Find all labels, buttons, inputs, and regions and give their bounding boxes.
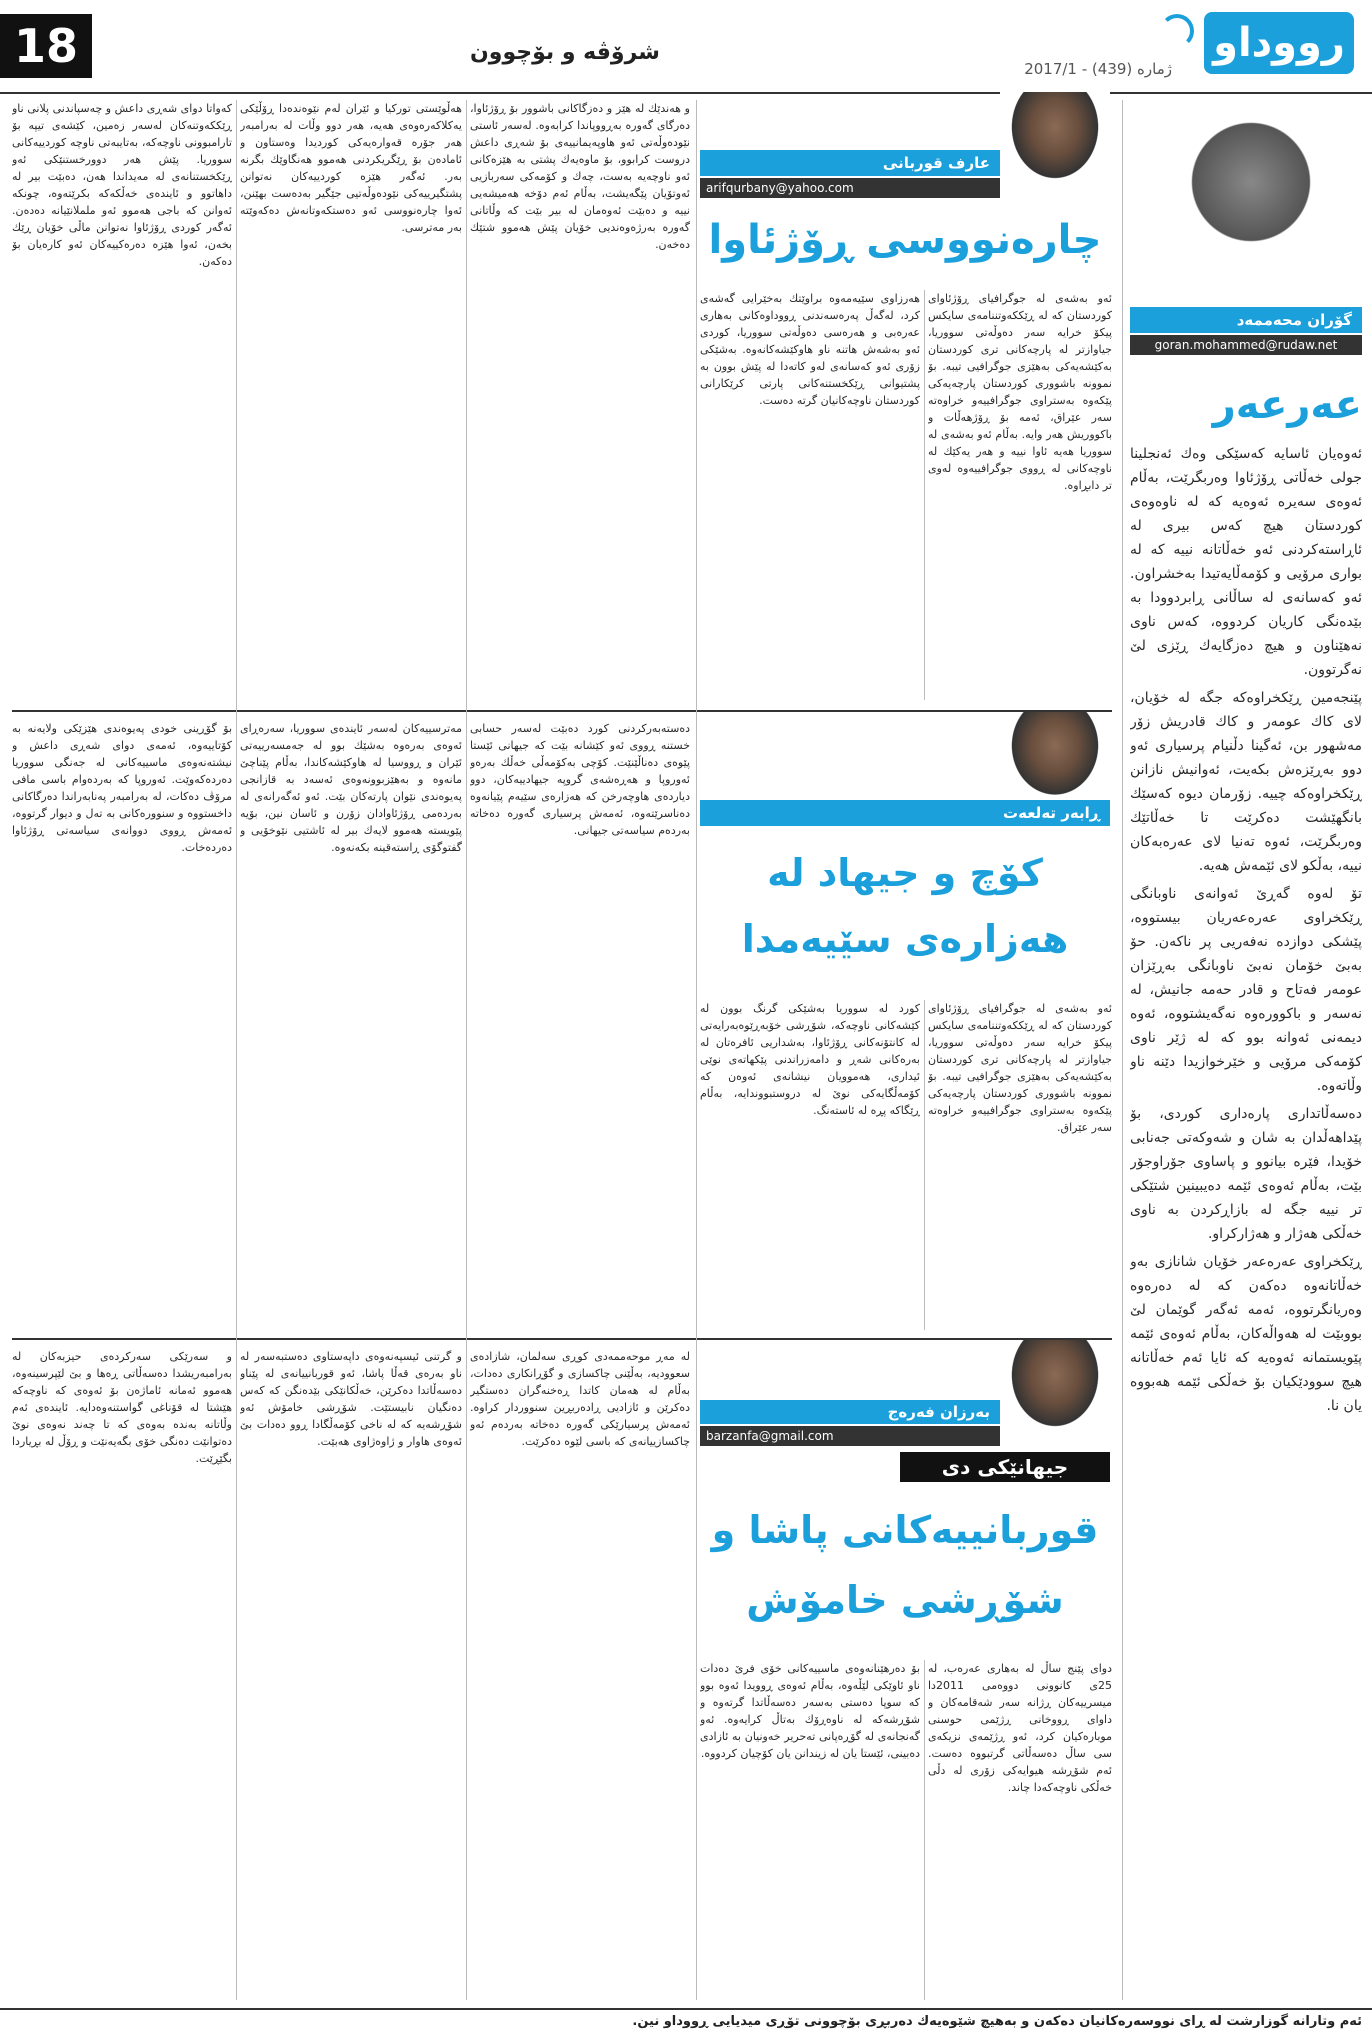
sidebar-column (1130, 92, 1372, 2007)
article1-author-email[interactable]: arifqurbany@yahoo.com (700, 178, 1000, 198)
article3-author-email[interactable]: barzanfa@gmail.com (700, 1426, 1000, 1446)
article3-column: و گرتنی ئیسپەنەوەی داپەستاوی دەستبەسەر لە ناو بەرەی قەڵا پاشا، ئەو قوربانییانەی لە پێناو دەسەڵاتدا دەكرێن، خەڵكانێكی بێدەنگن كە كەس دەنگیان نابیستێت. شۆڕشی خامۆش ئەو شۆڕشەیە كە لە ناخی كۆمەڵگادا ڕوو دەدات بێ ئەوەی هاوار و ژاوەژاوی هەبێت. (240, 1350, 462, 1448)
sidebar-article-title: عەرعەر (1212, 382, 1362, 428)
sidebar-paragraph: ئەوەیان ئاسایە كەسێكی وەك ئەنجلینا جولی خەڵاتی ڕۆژئاوا وەربگرێت، بەڵام ئەوەی سەیرە ئەوەیە كە لە ناوەوەی كوردستان هیچ كەس بیری لە ئاڕاستەكردنی ئەو خەڵاتانە نییە كە لە بواری مرۆیی و كۆمەڵایەتیدا بەخشراون. ئەو كەسانەی لە ساڵانی ڕابردوودا بە بێدەنگی كاریان كردووە، كەس ناوی نەهێناون و هیچ دەزگایەك ڕێزی لێ نەگرتوون. (1130, 446, 1362, 678)
column-divider (696, 100, 697, 2000)
article3-column: دوای پێنج ساڵ لە بەهاری عەرەب، لە 25ی كانوونی دووەمی 2011دا میسرییەكان ڕژانە سەر شەقامەكان و داوای ڕووخانی ڕژێمی حوسنی موبارەكیان كرد، ئەو ڕژێمەی نزیكەی سی ساڵ دەسەڵاتی گرتبووە دەست. ئەم شۆڕشە هیوایەكی زۆری لە دڵی خەڵكی ناوچەكەدا چاند. (928, 1662, 1112, 1794)
article2-column: دەستەبەركردنی كورد دەبێت لەسەر حسابی خستنە ڕووی ئەو كێشانە بێت كە جیهانی ئێستا پێوەی دەناڵێنێت. كۆچی بەكۆمەڵی خەڵك بەرەو ئەوروپا و هەڕەشەی گروپە جیهادییەكان، دوو دیاردەی هاوچەرخن كە هەزارەی سێیەم پێیانەوە دەناسرێتەوە، ئەمەش پرسیاری گەورە دەخاتە بەردەم سیاسەتی جیهانی. (470, 722, 690, 837)
article3-author-name: بەرزان فەرەج (700, 1400, 1000, 1424)
article3-column: لە مەڕ موحەممەدی كوڕی سەلمان، شازادەی سعوودیە، بەڵێنی چاكسازی و گۆڕانكاری دەدات، بەڵام لە هەمان كاتدا ڕەخنەگران دەستگیر دەكرێن و ئازادیی ڕادەربڕین سنووردار كراوە. ئەمەش پرسیارێكی گەورە دەخاتە بەردەم ئەو چاكسازییانەی كە باسی لێوە دەكرێت. (470, 1350, 690, 1448)
column-divider (236, 100, 237, 2000)
article3-title: قوربانییەكانی پاشا و شۆڕشی خامۆش (711, 1508, 1099, 1622)
issue-info: ژمارە (439) - 2017/1 (1024, 60, 1172, 78)
article2-column: مەترسییەكان لەسەر ئایندەی سووریا، سەرەڕای ئەوەی بەرەوە بەشێك بوو لە جەمسەرییەتی ئێران و ڕووسیا لە هاوكێشەكاندا، بەڵام پێناچێ مانەوە و بەهێزبوونەوەی ئەسەد بە قازانجی پەیوەندی نێوان پارتەكان بێت. ئەو ئەگەرانەی لە بەردەمی ڕۆژئاوادان زۆرن و ئاسان نین، بۆیە پێویستە هەموو لایەك بیر لە ئاشتیی نێوخۆیی و گفتوگۆی ڕاستەقینە بكەنەوە. (240, 722, 462, 854)
article3-kicker: جیهانێكی دی (900, 1452, 1110, 1482)
article1-title: چارەنووسی ڕۆژئاوا (708, 217, 1102, 263)
author-photo (1000, 1340, 1110, 1440)
column-divider (924, 1000, 925, 1330)
article1-column: ئەو بەشەی لە جوگرافیای ڕۆژئاوای كوردستان كە لە ڕێككەوتننامەی سایكس پیكۆ خرایە سەر دەوڵەتی سووریا، جیاوازتر لە پارچەكانی تری كوردستان بەكێشەیەكی بەهێزی جوگرافیی تیبە. بۆ نموونە باشووری كوردستان پارچەیەكی پێكەوە بەستراوی جوگرافییەو خراوەتە سەر عێراق، ئەمە بۆ ڕۆژهەڵات و باكووریش هەر وایە. بەڵام ئەو بەشەی لە سووریا هەیە ئاوا نییە و هەر یەكێك لە ناوچەكانی لە ڕووی جوگرافییەوە لەوی تر دابڕاوە. (928, 292, 1112, 492)
sidebar-author-email[interactable]: goran.mohammed@rudaw.net (1130, 335, 1362, 355)
article2-author-name: ڕابەر تەلعەت (700, 800, 1110, 826)
section-separator (12, 1338, 1112, 1340)
sidebar-paragraph: پێنجەمین ڕێكخراوەكە جگە لە خۆیان، لای كاك عومەر و كاك قادریش زۆر مەشهور بن، ئەگینا دڵنیام پرسیاری ئەو دوو بەڕێزەش بكەیت، ئەوانیش نازانن ڕێكخراوەكە چییە. زۆرمان دیوە كەسێك بانگهێشت دەكرێت تا خەڵاتێك وەربگرێت، ئەوە تەنیا لای عەرەبەكان نییە، بەڵكو لای ئێمەش هەیە. (1130, 690, 1362, 874)
masthead (0, 0, 1372, 94)
page-number: 18 (0, 14, 92, 78)
sidebar-paragraph: تۆ لەوە گەڕێ ئەوانەی ناوبانگی ڕێكخراوی عەرەعەریان بیستووە، پێشكی دوازدە نەفەریی پر ناكەن. حۆ بەبێ خۆمان نەبێ ناوبانگی بەڕێزان عومەر فەتاح و قادر حەمە جانیش، لە نەسەر و باكوورەوە نەگەیشتووە، ئەوە دیمەنی ئەوانە بوو كە لە ژێر ناوی كۆمەكی مرۆیی و خێرخوازیدا دێنە ناو وڵاتەوە. (1130, 886, 1362, 1094)
sidebar-author-name: گۆران محەممەد (1130, 307, 1362, 333)
article2-column: بۆ گۆڕینی خودی پەیوەندی هێزێكی ولایەنە بە كۆتاییەوە، ئەمەی دوای شەڕی داعش و نیشتەنەوەی ماسییەكانی لە جەنگی سووریا دەردەكەوێت. ئەوروپا كە بەردەوام باسی مافی مرۆڤ دەكات، لە بەرامبەر پەنابەراندا دەرگاكانی داخستووە و سنوورەكانی بە تەل و دیوار گرتووە، ئەمەش ڕووی دووانەی سیاسەتی ڕۆژئاوا دەردەخات. (12, 722, 232, 854)
author-photo (1000, 712, 1110, 808)
article3-column: بۆ دەرهێنانەوەی ماسییەكانی خۆی فرێ دەدات ناو ئاوێكی لێڵەوە، بەڵام ئەوەی ڕوویدا ئەوە بوو كە سوپا دەستی بەسەر دەسەڵاتدا گرتەوە و شۆڕشەكە لە ناوەڕۆك بەتاڵ كرایەوە. ئەو گەنجانەی لە گۆڕەپانی تەحریر خەونیان بە ئازادی دەبینی، ئێستا یان لە زیندانن یان كۆچیان كردووە. (700, 1662, 920, 1760)
logo-wave-icon (1160, 14, 1194, 48)
author-photo (1000, 92, 1110, 192)
footer-disclaimer: ئەم وتارانە گوزارشت لە ڕای نووسەرەكانیان دەكەن و بەهیچ شێوەیەك دەربڕی بۆچوونی تۆڕی میدیایی ڕووداو نین. (0, 2008, 1372, 2034)
column-divider (924, 1660, 925, 2000)
article1-column: هەرزاوی سێیەمەوە براوێتك بەخێرایی گەشەی كرد، لەگەڵ پەرەسەندنی ڕووداوەكانی بەهاری عەرەبی و هەرەسی دەوڵەتی سووریا، كوردی ئەو بەشەش هاتنە ناو هاوكێشەكانەوە. بەشێكی زۆری ئەو كەسانەی لەو كاتەدا لە پێش بوون بە پشتیوانی ڕێكخستنەكانی پارتی كرێكارانی كوردستان ناوچەكانیان گرتە دەست. (700, 292, 920, 407)
article2-column: كورد لە سووریا بەشێكی گرنگ بوون لە كێشەكانی ناوچەكە، شۆڕشی خۆبەڕێوەبەرایەتی لە كانتۆنەكانی ڕۆژئاوا، بەشداریی ئافرەتان لە بەرەكانی شەڕ و دامەزراندنی پێكهاتەی نوێی ئیداری، هەموویان نیشانەی ئەوەن كە كۆمەڵگایەكی نوێ لە دروستبووندایە، بەڵام ڕێگاكە پڕە لە ئاستەنگ. (700, 1002, 920, 1117)
article1-column: و هەندێك لە هێز و دەزگاكانی باشوور بۆ ڕۆژئاوا، دەرگای گەورە بەڕووپاندا كرابەوە. لەسەر ئاستی نێودەوڵەتی ئەو هاوپەیمانییەی بۆ شەڕی داعش دروست كرابوو، بۆ ماوەیەك پشتی بە هێزەكانی ئەو ناوچەیە بەست، چەك و كۆمەكی سەربازیی ئەوتۆیان پێگەیشت، بەڵام ئەم دۆخە هەمیشەیی نییە و دەبێت ئەوەمان لە بیر بێت كە وڵاتانی گەورە بەرژەوەندیی خۆیان پێش هەموو شتێك دەخەن. (470, 102, 690, 251)
sidebar-paragraph: دەسەڵاتداری پارەداری كوردی، بۆ پێداهەڵدان بە شان و شەوكەتی جەنابی خۆیدا، فێرە بیانوو و پاساوی جۆراوجۆر بێت، بەڵام ئەوەی ئێمە دەیبینین شتێكی تر نییە جگە لە بازاڕكردن بە ناوی خەڵكی هەژار و هەژاركراو. (1130, 1106, 1362, 1242)
sidebar-body (1130, 442, 1362, 2002)
article1-column: كەواتا دوای شەڕی داعش و چەسپاندنی پلانی ناو ڕێككەوتنەكان لەسەر زەمین، كێشەی تیپە بۆ تارامبوونی ناوچەكە، بەتایبەتی ناوچە كوردییەكانی سووریا. پێش هەر دوورخستنێكی ئەو ڕێكخستنانەی لە مەیداندا هەن، دەبێت بیر لە داهاتوو و ئایندەی خەڵكەكە بكرێتەوە، چونكە ئەوانن كە باجی هەموو ئەو ململانێیانە دەدەن. ئەگەر كوردی ڕۆژئاوا نەتوانن ماڵی خۆیان ڕێك بخەن، ئەوا هێزە دەرەكییەكان ئەو كارەیان بۆ دەكەن. (12, 102, 232, 268)
article2-column: ئەو بەشەی لە جوگرافیای ڕۆژئاوای كوردستان كە لە ڕێككەوتننامەی سایكس پیكۆ خرایە سەر دەوڵەتی سووریا، جیاوازتر لە پارچەكانی تری كوردستان بەكێشەیەكی بەهێزی جوگرافیی تیبە. بۆ نموونە باشووری كوردستان پارچەیەكی پێكەوە بەستراوی جوگرافییەو خراوەتە سەر عێراق. (928, 1002, 1112, 1134)
author-photo (1168, 102, 1334, 302)
article1-column: هەڵوێستی توركیا و ئێران لەم نێوەندەدا ڕۆڵێكی یەكلاكەرەوەی هەیە، هەر دوو وڵات لە بەرامبەر هەر جۆرە قەوارەیەكی كوردیدا وەستاون و ئامادەن بۆ ڕێگریكردنی هەموو هەنگاوێك بگرنە بەر. ئەگەر هێزە كوردییەكان نەتوانن پشتگیرییەكی نێودەوڵەتیی جێگیر بەدەست بهێنن، ئەوا چارەنووسی ئەو دەستكەوتانەش دەكەوێتە بەر مەترسی. (240, 102, 462, 234)
article1-author-name: عارف قوربانی (700, 150, 1000, 176)
article2-title: كۆچ و جیهاد لە هەزارەی سێیەمدا (741, 851, 1069, 961)
article3-column: و سەرێكی سەركردەی حیزبەكان لە بەرامبەریشدا دەسەڵاتی ڕەها و بێ لێپرسینەوە، هەموو ئەمانە ئاماژەن بۆ ئەوەی كە ناوچەكە هێشتا لە قۆناغی گواستنەوەدایە. ئایندەی ئەم وڵاتانە بەندە بەوەی كە تا چەند نەوەی نوێ دەتوانێت دەنگی خۆی بگەیەنێت و ڕۆڵ لە بڕیاردا بگێڕێت. (12, 1350, 232, 1465)
section-title: شرۆڤە و بۆچوون (470, 40, 660, 65)
section-separator (12, 710, 1112, 712)
column-divider (466, 100, 467, 2000)
column-divider (1122, 100, 1123, 2000)
sidebar-paragraph: ڕێكخراوی عەرەعەر خۆیان شانازی بەو خەڵاتانەوە دەكەن كە لە دەرەوە وەریانگرتووە، ئەمە ئەگەر گوێمان لێ بووبێت لە هەواڵەكان، بەڵام ئەوەی ئێمە پێویستمانە ئەوەیە كە ئایا ئەم خەڵاتانە هیچ سوودێكیان بۆ خەڵكی ئێمە هەبووە یان نا. (1130, 1254, 1362, 1414)
column-divider (924, 290, 925, 700)
rudaw-logo[interactable]: رووداو (1204, 12, 1354, 74)
